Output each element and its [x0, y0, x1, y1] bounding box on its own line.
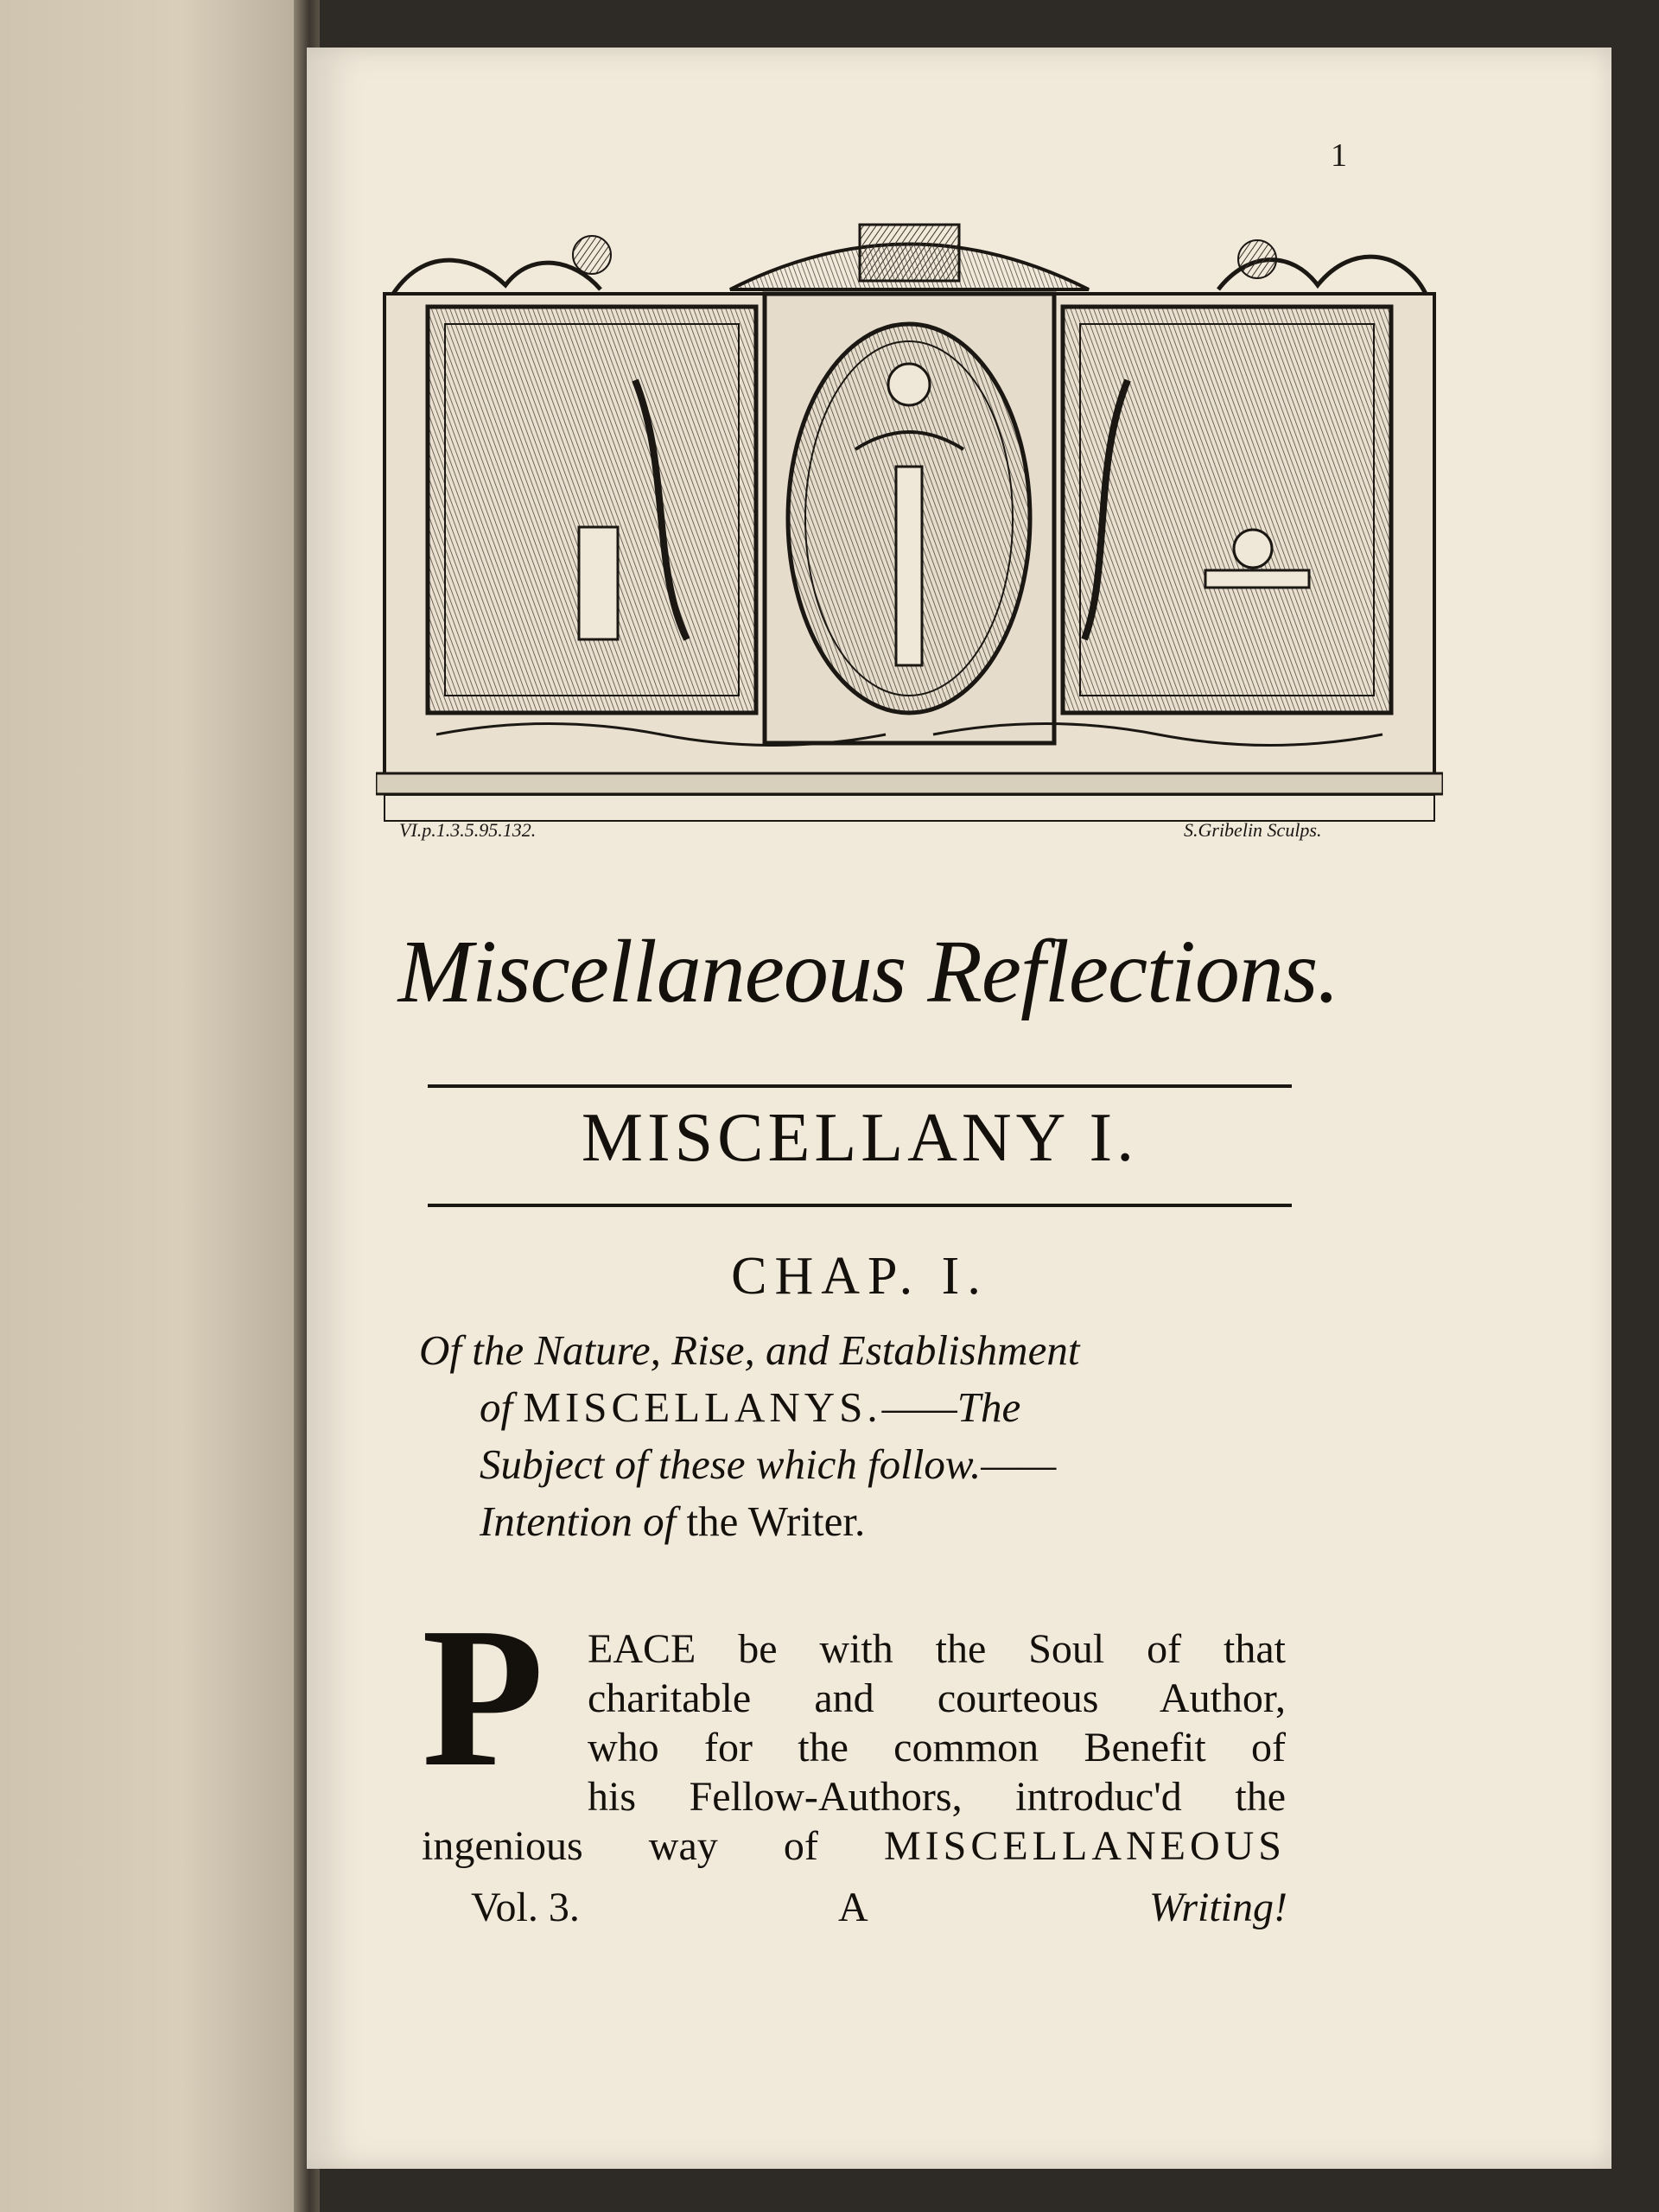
page-number: 1 — [1331, 137, 1347, 174]
body-line: ingenious way of MISCELLANEOUS — [422, 1823, 1286, 1869]
body-line: charitable and courteous Author, — [588, 1675, 1286, 1721]
summary-line: Of the Nature, Rise, and Establishment — [419, 1326, 1080, 1374]
page-title: Miscellaneous Reflections. — [397, 922, 1339, 1021]
volume-number: Vol. 3. — [471, 1885, 580, 1930]
bottom-rule — [428, 1204, 1292, 1207]
summary-line: Intention of the Writer. — [480, 1497, 866, 1545]
drop-cap: P — [422, 1586, 544, 1808]
engraver-credit: S.Gribelin Sculps. — [1184, 819, 1322, 841]
body-text — [422, 1624, 1286, 1871]
summary-line: Subject of these which follow.—— — [480, 1440, 1057, 1488]
body-line: who for the common Benefit of — [588, 1725, 1286, 1770]
miscellany-heading: MISCELLANY I. — [581, 1100, 1139, 1176]
facing-page — [0, 0, 302, 2212]
chapter-heading: CHAP. I. — [731, 1247, 988, 1306]
chapter-summary — [419, 1322, 1292, 1550]
headpiece-engraving — [376, 207, 1443, 851]
body-line: his Fellow-Authors, introduc'd the — [588, 1774, 1286, 1820]
signature-mark: A — [838, 1885, 868, 1930]
top-rule — [428, 1084, 1292, 1088]
plate-reference: VI.p.1.3.5.95.132. — [399, 819, 537, 841]
summary-line: of MISCELLANYS.——The — [480, 1383, 1021, 1431]
catchword: Writing! — [1148, 1885, 1287, 1930]
page-footer — [471, 1884, 1287, 1936]
body-line: EACE be with the Soul of that — [588, 1626, 1286, 1672]
